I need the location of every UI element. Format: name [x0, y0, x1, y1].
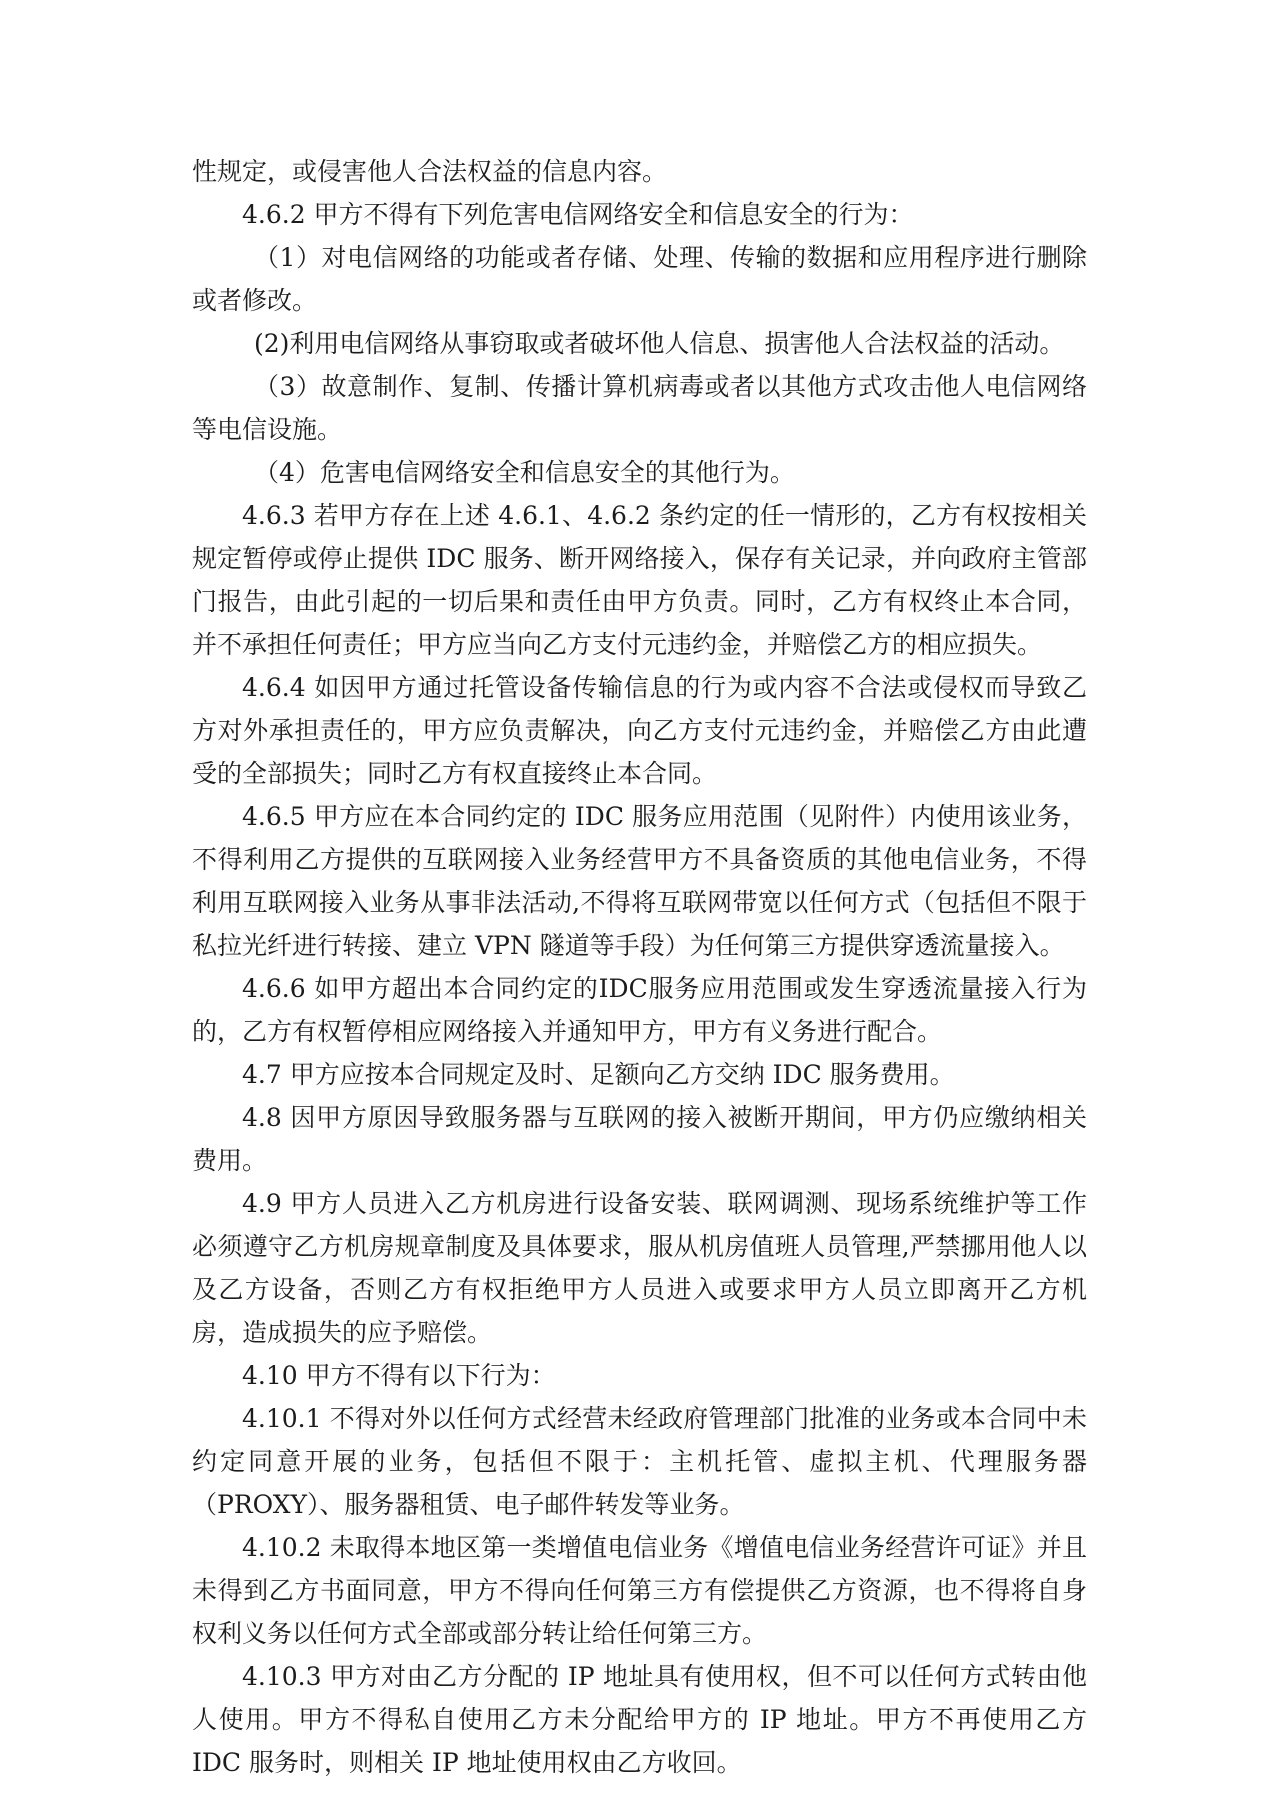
paragraph-4-6-6: 4.6.6 如甲方超出本合同约定的IDC服务应用范围或发生穿透流量接入行为的，乙方有权暂停相应网络接入并通知甲方，甲方有义务进行配合。 [192, 974, 1087, 1046]
paragraph-4-6-5: 4.6.5 甲方应在本合同约定的 IDC 服务应用范围（见附件）内使用该业务，不得利用乙方提供的互联网接入业务经营甲方不具备资质的其他电信业务，不得利用互联网接入业务从事非法活动,不得将互联网带宽以任何方式（包括但不限于私拉光纤进行转接、建立 VPN 隧道等手段）为任何第三方提供穿透流量接入。 [192, 802, 1087, 960]
list-item-3: （3）故意制作、复制、传播计算机病毒或者以其他方式攻击他人电信网络等电信设施。 [192, 372, 1087, 444]
paragraph-4-10-3: 4.10.3 甲方对由乙方分配的 IP 地址具有使用权，但不可以任何方式转由他人使用。甲方不得私自使用乙方未分配给甲方的 IP 地址。甲方不再使用乙方 IDC 服务时，则相关 IP 地址使用权由乙方收回。 [192, 1662, 1087, 1777]
paragraph-4-6-2: 4.6.2 甲方不得有下列危害电信网络安全和信息安全的行为： [242, 200, 914, 229]
paragraph-continuation: 性规定，或侵害他人合法权益的信息内容。 [192, 157, 668, 186]
list-item-4: （4）危害电信网络安全和信息安全的其他行为。 [254, 458, 795, 487]
paragraph-4-6-4: 4.6.4 如因甲方通过托管设备传输信息的行为或内容不合法或侵权而导致乙方对外承担责任的，甲方应负责解决，向乙方支付元违约金，并赔偿乙方由此遭受的全部损失；同时乙方有权直接终止本合同。 [192, 673, 1087, 788]
paragraph-4-9: 4.9 甲方人员进入乙方机房进行设备安装、联网调测、现场系统维护等工作必须遵守乙方机房规章制度及具体要求，服从机房值班人员管理,严禁挪用他人以及乙方设备，否则乙方有权拒绝甲方人员进入或要求甲方人员立即离开乙方机房，造成损失的应予赔偿。 [192, 1189, 1087, 1347]
paragraph-4-10-1: 4.10.1 不得对外以任何方式经营未经政府管理部门批准的业务或本合同中未约定同意开展的业务，包括但不限于：主机托管、虚拟主机、代理服务器（PROXY）、服务器租赁、电子邮件转发等业务。 [192, 1404, 1087, 1519]
paragraph-4-8: 4.8 因甲方原因导致服务器与互联网的接入被断开期间，甲方仍应缴纳相关费用。 [192, 1103, 1087, 1175]
paragraph-4-6-3: 4.6.3 若甲方存在上述 4.6.1、4.6.2 条约定的任一情形的，乙方有权按相关规定暂停或停止提供 IDC 服务、断开网络接入，保存有关记录，并向政府主管部门报告，由此引起的一切后果和责任由甲方负责。同时，乙方有权终止本合同，并不承担任何责任；甲方应当向乙方支付元违约金，并赔偿乙方的相应损失。 [192, 501, 1087, 659]
paragraph-4-10-2: 4.10.2 未取得本地区第一类增值电信业务《增值电信业务经营许可证》并且未得到乙方书面同意，甲方不得向任何第三方有偿提供乙方资源，也不得将自身权利义务以任何方式全部或部分转让给任何第三方。 [192, 1533, 1087, 1648]
paragraph-4-10: 4.10 甲方不得有以下行为： [242, 1361, 556, 1390]
list-item-2: (2)利用电信网络从事窃取或者破坏他人信息、损害他人合法权益的活动。 [254, 329, 1065, 358]
list-item-1: （1）对电信网络的功能或者存储、处理、传输的数据和应用程序进行删除或者修改。 [192, 243, 1087, 315]
document-body [192, 150, 1087, 1784]
paragraph-4-7: 4.7 甲方应按本合同规定及时、足额向乙方交纳 IDC 服务费用。 [242, 1060, 955, 1089]
